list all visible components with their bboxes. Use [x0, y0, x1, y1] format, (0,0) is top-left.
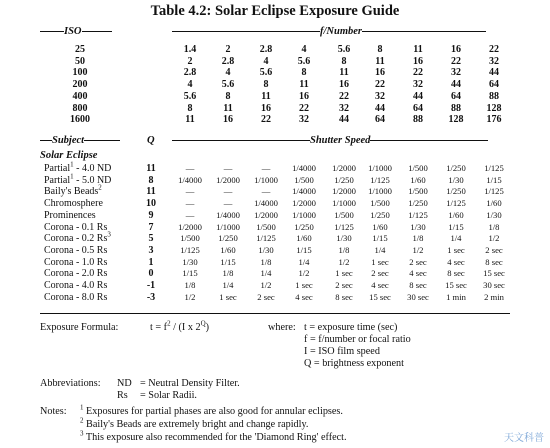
shutter-cell: 1/2 [338, 256, 350, 267]
q-value: 1 [148, 256, 154, 268]
fnumber-cell: 32 [413, 79, 423, 91]
subject-row [0, 186, 550, 198]
fnumber-cell: 2 [225, 44, 231, 55]
shutter-cell: 1/4 [450, 233, 462, 244]
subject-name: Corona - 0.1 Rs [44, 221, 108, 233]
iso-row [0, 56, 550, 68]
shutter-cell: 1/125 [408, 209, 428, 220]
abbrev-nd-key: ND [117, 378, 132, 389]
subject-name: Corona - 1.0 Rs [44, 256, 108, 268]
formula-expr-sup2: Q [200, 319, 206, 328]
formula-expr-mid: / (I x 2 [170, 322, 201, 333]
fnumber-cell: 32 [339, 102, 349, 114]
shutter-cell: 1/1000 [368, 186, 392, 197]
shutter-cell: 2 min [484, 291, 504, 302]
shutter-cell: — [223, 186, 233, 197]
shutter-cell: 1/2 [184, 291, 196, 302]
subject-name: Corona - 0.2 Rs$^3$ [44, 230, 111, 245]
shutter-cell: 1/4 [222, 280, 234, 290]
notes-label: Notes: [40, 406, 67, 417]
shutter-cell: 1/2000 [178, 221, 202, 232]
formula-def-2: f = f/number or focal ratio [304, 334, 411, 345]
fnumber-cell: 8 [263, 79, 269, 91]
shutter-cell: 1/500 [408, 163, 428, 173]
fnumber-cell: 22 [375, 79, 385, 91]
formula-expression [150, 319, 210, 333]
page-title: Table 4.2: Solar Eclipse Exposure Guide [150, 3, 400, 19]
note-2-number: 2 [80, 416, 84, 425]
subject-row [0, 210, 550, 222]
shutter-cell: 1/4000 [292, 186, 316, 197]
fnumber-cell: 128 [448, 114, 464, 126]
subject-row [0, 245, 550, 257]
iso-value: 400 [72, 90, 88, 102]
iso-row [0, 114, 550, 126]
iso-row [0, 79, 550, 91]
section-label-solar-eclipse: Solar Eclipse [40, 150, 98, 161]
fnumber-cell: 176 [486, 114, 502, 126]
q-value: -3 [146, 291, 156, 303]
shutter-cell: 1/2 [298, 268, 310, 279]
shutter-cell: 1 sec [295, 280, 313, 290]
iso-header-label: ISO [64, 26, 82, 37]
fnumber-cell: 22 [261, 114, 271, 126]
shutter-cell: 1/250 [334, 174, 354, 185]
note-3-text: This exposure also recommended for the 'Diamond Ring' effect. [85, 432, 347, 443]
note-1 [80, 403, 343, 417]
fnumber-cell: 2.8 [183, 67, 197, 79]
subject-row [0, 160, 550, 175]
iso-header [40, 26, 112, 37]
shutter-cell: 30 sec [483, 280, 505, 290]
subject-row [0, 280, 550, 292]
shutter-cell: 30 sec [407, 291, 429, 302]
shutter-cell: 8 sec [335, 291, 353, 302]
fnumber-cell: 44 [413, 90, 423, 102]
fnumber-cell: 64 [375, 114, 385, 126]
q-value: 3 [148, 244, 154, 256]
shutter-cell: 1/60 [372, 221, 388, 232]
shutter-cell: 1/60 [486, 198, 502, 209]
divider [40, 313, 510, 314]
shutter-cell: 1/500 [334, 209, 354, 220]
fnumber-cell: 64 [413, 102, 423, 114]
shutter-cell: 1/250 [446, 186, 466, 197]
shutter-cell: 1/60 [296, 233, 312, 244]
note-1-number: 1 [80, 403, 84, 412]
shutter-cell: — [185, 198, 195, 209]
shutter-cell: 1/125 [334, 221, 354, 232]
shutter-cell: 1/2000 [216, 174, 240, 185]
shutter-cell: 1 sec [219, 291, 237, 302]
note-3-number: 3 [80, 429, 84, 438]
q-value: 7 [148, 221, 154, 233]
fnumber-cell: 8 [187, 102, 193, 114]
footnote-marker: 3 [107, 230, 111, 239]
q-value: 11 [146, 163, 156, 174]
shutter-cell: 1/1000 [254, 174, 278, 185]
shutter-cell: — [261, 186, 271, 197]
fnumber-cell: 2.8 [259, 44, 273, 55]
shutter-cell: 1/2000 [254, 209, 278, 220]
subject-name: Corona - 0.5 Rs [44, 244, 108, 256]
shutter-cell: 1/4000 [216, 209, 240, 220]
iso-value: 100 [72, 67, 88, 79]
note-1-text: Exposures for partial phases are also good for annular eclipses. [86, 406, 343, 417]
q-value: -1 [146, 280, 156, 291]
shutter-cell: 8 sec [485, 256, 503, 267]
subject-name: Partial$^1$ - 5.0 ND [44, 172, 112, 186]
fnumber-cell: 2.8 [221, 55, 235, 67]
fnumber-cell: 22 [299, 102, 309, 114]
shutter-cell: 1/30 [448, 174, 464, 185]
shutter-cell: 1/500 [370, 198, 390, 209]
fnumber-cell: 8 [301, 67, 307, 79]
fnumber-header-label: f/Number [320, 26, 362, 37]
shutter-cell: 1/60 [410, 174, 426, 185]
fnumber-cell: 22 [489, 44, 499, 55]
subject-header-label: Subject [52, 135, 85, 146]
shutter-cell: 1/8 [338, 244, 350, 255]
formula-expr-end: ) [205, 322, 210, 333]
shutter-cell: 1 sec [371, 256, 389, 267]
shutter-cell: 1/8 [488, 221, 500, 232]
shutter-cell: 1/60 [220, 244, 236, 255]
shutter-cell: 1/15 [486, 174, 502, 185]
shutter-cell: 2 sec [409, 256, 427, 267]
shutter-cell: 1/1000 [292, 209, 316, 220]
formula-def-3: I = ISO film speed [304, 346, 380, 357]
footnote-marker: 2 [98, 184, 102, 193]
q-value: 5 [148, 233, 154, 245]
fnumber-cell: 4 [187, 79, 193, 91]
shutter-cell: 1/30 [258, 244, 274, 255]
subject-name: Corona - 2.0 Rs [44, 268, 108, 280]
subject-name: Chromosphere [44, 198, 103, 210]
shutter-cell: 1/60 [448, 209, 464, 220]
shutter-cell: 1/15 [182, 268, 198, 279]
subject-row [0, 268, 550, 280]
shutter-cell: 1/125 [446, 198, 466, 209]
shutter-cell: 1 sec [335, 268, 353, 279]
iso-value: 200 [72, 79, 88, 91]
abbrev-label: Abbreviations: [40, 378, 101, 389]
subject-name: Baily's Beads$^2$ [44, 184, 102, 198]
shutter-cell: 1/4 [374, 244, 386, 255]
shutter-cell: 1/8 [184, 280, 196, 290]
shutter-cell: 1/8 [222, 268, 234, 279]
shutter-cell: 2 sec [335, 280, 353, 290]
shutter-cell: — [185, 209, 195, 220]
fnumber-cell: 16 [261, 102, 271, 114]
shutter-cell: 2 sec [257, 291, 275, 302]
fnumber-cell: 16 [451, 44, 461, 55]
fnumber-cell: 4 [263, 55, 269, 67]
iso-value: 1600 [70, 114, 90, 126]
fnumber-cell: 5.6 [221, 79, 235, 91]
shutter-cell: 1/250 [370, 209, 390, 220]
footnote-marker: 1 [70, 172, 74, 181]
fnumber-cell: 5.6 [183, 90, 197, 102]
fnumber-cell: 44 [375, 102, 385, 114]
iso-value: 800 [72, 102, 88, 114]
subject-row [0, 257, 550, 269]
shutter-cell: 1/30 [410, 221, 426, 232]
subject-row [0, 292, 550, 304]
fnumber-cell: 22 [451, 55, 461, 67]
iso-row [0, 44, 550, 56]
shutter-cell: 1/15 [448, 221, 464, 232]
abbrev-rs-key: Rs [117, 390, 128, 401]
subject-row [0, 230, 550, 245]
shutter-cell: 4 sec [295, 291, 313, 302]
shutter-cell: 1/1000 [216, 221, 240, 232]
subject-name: Partial$^1$ - 4.0 ND [44, 160, 112, 174]
shutter-cell: 1/125 [484, 163, 504, 173]
shutter-cell: 1/2 [412, 244, 424, 255]
fnumber-cell: 4 [225, 67, 231, 79]
fnumber-cell: 32 [299, 114, 309, 126]
shutter-cell: 4 sec [371, 280, 389, 290]
shutter-cell: 1/250 [294, 221, 314, 232]
fnumber-cell: 44 [489, 67, 499, 79]
fnumber-cell: 11 [223, 102, 233, 114]
fnumber-header [172, 26, 486, 37]
shutter-cell: — [185, 186, 195, 197]
shutter-cell: — [185, 163, 195, 173]
shutter-cell: 1/500 [294, 174, 314, 185]
shutter-cell: 1/500 [408, 186, 428, 197]
fnumber-cell: 11 [339, 67, 349, 79]
abbrev-nd-value: = Neutral Density Filter. [140, 378, 240, 389]
shutter-cell: 2 sec [371, 268, 389, 279]
shutter-cell: 1/2 [260, 280, 272, 290]
subject-row [0, 222, 550, 234]
fnumber-cell: 4 [301, 44, 307, 55]
formula-def-4: Q = brightness exponent [304, 358, 404, 369]
shutter-cell: 1/30 [486, 209, 502, 220]
shutter-cell: — [223, 163, 233, 173]
subject-name: Corona - 4.0 Rs [44, 280, 108, 291]
shutter-cell: 1/250 [218, 233, 238, 244]
shutter-cell: — [223, 198, 233, 209]
shutter-cell: 1/30 [182, 256, 198, 267]
abbrev-rs-value: = Solar Radii. [140, 390, 197, 401]
fnumber-cell: 22 [413, 67, 423, 79]
shutter-cell: 2 sec [485, 244, 503, 255]
fnumber-cell: 16 [299, 90, 309, 102]
fnumber-cell: 22 [339, 90, 349, 102]
q-value: 10 [146, 198, 156, 210]
shutter-cell: 1/2000 [292, 198, 316, 209]
q-value: 11 [146, 186, 156, 198]
shutter-cell: — [261, 163, 271, 173]
subject-name: Corona - 8.0 Rs [44, 291, 108, 303]
shutter-cell: 1/8 [260, 256, 272, 267]
fnumber-cell: 44 [339, 114, 349, 126]
shutter-cell: 1/2 [488, 233, 500, 244]
fnumber-cell: 32 [489, 55, 499, 67]
shutter-cell: 1/125 [370, 174, 390, 185]
shutter-cell: 1/500 [256, 221, 276, 232]
shutter-cell: 15 sec [483, 268, 505, 279]
fnumber-cell: 88 [451, 102, 461, 114]
shutter-cell: 1/250 [408, 198, 428, 209]
fnumber-cell: 8 [225, 90, 231, 102]
fnumber-cell: 1.4 [183, 44, 197, 55]
fnumber-cell: 128 [486, 102, 502, 114]
formula-where: where: [268, 322, 296, 333]
fnumber-cell: 88 [489, 90, 499, 102]
iso-value: 25 [75, 44, 85, 55]
note-3 [80, 429, 347, 443]
fnumber-cell: 8 [377, 44, 383, 55]
fnumber-cell: 88 [413, 114, 423, 126]
iso-row [0, 103, 550, 115]
shutter-cell: 1/2000 [332, 163, 356, 173]
q-value: 8 [148, 174, 154, 186]
subject-row [0, 172, 550, 187]
iso-value: 50 [75, 55, 85, 67]
fnumber-cell: 11 [185, 114, 195, 126]
fnumber-cell: 11 [375, 55, 385, 67]
shutter-cell: 1/4000 [254, 198, 278, 209]
shutter-cell: 1/1000 [332, 198, 356, 209]
shutter-cell: 1/15 [372, 233, 388, 244]
shutter-cell: 1/4 [298, 256, 310, 267]
subject-row [0, 198, 550, 210]
fnumber-cell: 11 [261, 90, 271, 102]
formula-def-1: t = exposure time (sec) [304, 322, 398, 333]
fnumber-cell: 16 [223, 114, 233, 126]
fnumber-cell: 44 [451, 79, 461, 91]
iso-row [0, 91, 550, 103]
shutter-cell: 1/15 [296, 244, 312, 255]
fnumber-cell: 2 [187, 55, 193, 67]
fnumber-cell: 16 [339, 79, 349, 91]
fnumber-cell: 11 [413, 44, 423, 55]
shutter-cell: 1/4000 [292, 163, 316, 173]
iso-row [0, 67, 550, 79]
formula-expr-sup: 2 [167, 319, 171, 328]
shutter-cell: 1/125 [180, 244, 200, 255]
fnumber-cell: 8 [341, 55, 347, 67]
shutter-cell: 1/8 [412, 233, 424, 244]
shutter-cell: 1/500 [180, 233, 200, 244]
shutter-cell: 1/2000 [332, 186, 356, 197]
q-value: 9 [148, 209, 154, 221]
shutter-cell: 1/250 [446, 163, 466, 173]
shutter-cell: 1/125 [484, 186, 504, 197]
q-header: Q [147, 135, 155, 146]
formula-expr-prefix: t = f [150, 322, 168, 333]
fnumber-cell: 5.6 [337, 44, 351, 55]
watermark-logo: 天文科普 [504, 433, 544, 444]
subject-header [40, 135, 120, 146]
formula-label: Exposure Formula: [40, 322, 119, 333]
shutter-cell: 4 sec [409, 268, 427, 279]
fnumber-cell: 32 [375, 90, 385, 102]
shutter-cell: 1/15 [220, 256, 236, 267]
shutter-cell: 1 min [446, 291, 466, 302]
fnumber-cell: 64 [451, 90, 461, 102]
shutter-cell: 1/4 [260, 268, 272, 279]
shutter-cell: 1 sec [447, 244, 465, 255]
shutter-cell: 15 sec [445, 280, 467, 290]
shutter-cell: 4 sec [447, 256, 465, 267]
q-value: 0 [148, 268, 154, 280]
fnumber-cell: 32 [451, 67, 461, 79]
shutter-cell: 1/1000 [368, 163, 392, 173]
shutter-header-label: Shutter Speed [310, 135, 371, 146]
subject-name: Prominences [44, 209, 96, 221]
shutter-cell: 1/125 [256, 233, 276, 244]
fnumber-cell: 11 [299, 79, 309, 91]
fnumber-cell: 16 [375, 67, 385, 79]
fnumber-cell: 64 [489, 79, 499, 91]
note-2 [80, 416, 309, 430]
shutter-cell: 1/4000 [178, 174, 202, 185]
shutter-cell: 8 sec [409, 280, 427, 290]
footnote-marker: 1 [70, 160, 74, 169]
note-2-text: Baily's Beads are extremely bright and change rapidly. [86, 419, 309, 430]
fnumber-cell: 5.6 [297, 55, 311, 67]
fnumber-cell: 5.6 [259, 67, 273, 79]
shutter-cell: 1/30 [336, 233, 352, 244]
fnumber-cell: 16 [413, 55, 423, 67]
shutter-header [172, 135, 488, 146]
shutter-cell: 8 sec [447, 268, 465, 279]
shutter-cell: 15 sec [369, 291, 391, 302]
